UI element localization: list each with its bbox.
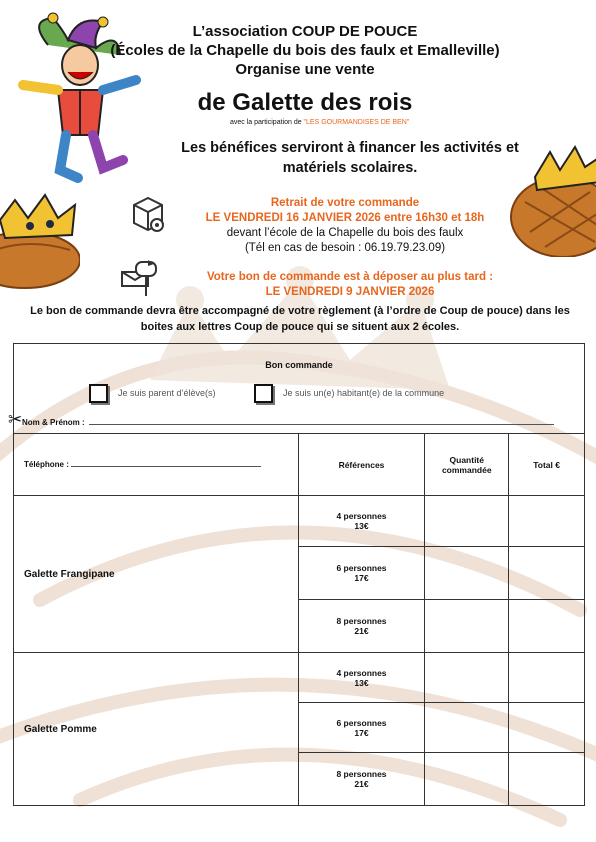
persons: 4 personnes xyxy=(336,511,387,521)
name-line[interactable] xyxy=(89,424,554,425)
total-cell[interactable] xyxy=(509,547,585,600)
option-parent[interactable] xyxy=(89,384,216,403)
scissors-icon: ✂ xyxy=(8,410,23,429)
reference-cell xyxy=(298,653,425,703)
pickup-place: devant l’école de la Chapelle du bois des faulx xyxy=(226,227,464,239)
deadline-block xyxy=(140,270,560,300)
reference-cell xyxy=(298,496,425,547)
sale-line: Organise une vente xyxy=(235,61,375,78)
reference-cell xyxy=(298,753,425,806)
option-habitant-label: Je suis un(e) habitant(e) de la commune xyxy=(283,387,445,398)
schools-line: (Écoles de la Chapelle du bois des faulx et Emalleville) xyxy=(110,42,500,59)
total-cell[interactable] xyxy=(509,600,585,653)
pickup-block xyxy=(180,196,510,256)
form-header-row xyxy=(14,344,585,434)
quantity-cell[interactable] xyxy=(425,653,509,703)
name-field[interactable] xyxy=(22,418,578,427)
phone-line[interactable] xyxy=(71,466,261,467)
total-cell[interactable] xyxy=(509,653,585,703)
total-cell[interactable] xyxy=(509,496,585,547)
quantity-cell[interactable] xyxy=(425,547,509,600)
order-form-table xyxy=(13,343,585,806)
quantity-cell[interactable] xyxy=(425,600,509,653)
partner-line xyxy=(230,119,530,126)
col-total: Total € xyxy=(509,434,585,496)
reference-cell xyxy=(298,600,425,653)
option-habitant[interactable] xyxy=(254,384,444,403)
price: 21€ xyxy=(354,779,369,789)
product-name: Galette Pomme xyxy=(14,653,299,806)
total-cell[interactable] xyxy=(509,753,585,806)
persons: 6 personnes xyxy=(336,563,387,573)
reference-cell xyxy=(298,703,425,753)
quantity-cell[interactable] xyxy=(425,496,509,547)
phone-label: Téléphone : xyxy=(24,460,69,469)
payment-note: Le bon de commande devra être accompagné de votre règlement (à l’ordre de Coup de pouce) dans les boites aux lettres Coup de pouce qui se situent aux 2 écoles. xyxy=(30,305,570,333)
pickup-date: LE VENDREDI 16 JANVIER 2026 entre 16h30 et 18h xyxy=(205,212,485,224)
partner-prefix: avec la participation de xyxy=(230,119,304,126)
persons: 4 personnes xyxy=(336,667,387,678)
price: 13€ xyxy=(354,521,369,531)
phone-field[interactable] xyxy=(14,434,299,496)
package-pin-icon xyxy=(130,195,168,237)
product-name: Galette Frangipane xyxy=(14,496,299,653)
persons: 8 personnes xyxy=(336,769,387,779)
price: 17€ xyxy=(354,573,369,583)
table-row xyxy=(14,496,585,547)
pickup-heading: Retrait de votre commande xyxy=(270,197,420,209)
partner-name: "LES GOURMANDISES DE BEN" xyxy=(303,119,410,126)
option-parent-label: Je suis parent d’élève(s) xyxy=(118,387,216,398)
quantity-cell[interactable] xyxy=(425,753,509,806)
form-title: Bon commande xyxy=(265,360,333,370)
quantity-cell[interactable] xyxy=(425,703,509,753)
parent-checkbox[interactable] xyxy=(89,384,108,403)
price: 13€ xyxy=(354,677,369,688)
galette-crown-left-illustration xyxy=(0,180,80,290)
pickup-phone: (Tél en cas de besoin : 06.19.79.23.09) xyxy=(244,242,446,254)
page-title: de Galette des rois xyxy=(197,89,413,116)
table-row xyxy=(14,653,585,703)
price: 21€ xyxy=(354,626,369,636)
deadline-heading: Votre bon de commande est à déposer au plus tard : xyxy=(206,271,494,283)
col-references: Références xyxy=(298,434,425,496)
name-label: Nom & Prénom : xyxy=(22,418,85,427)
col-quantity: Quantité commandée xyxy=(425,434,509,496)
deadline-date: LE VENDREDI 9 JANVIER 2026 xyxy=(265,286,435,298)
association-name: L’association COUP DE POUCE xyxy=(192,23,418,40)
persons: 6 personnes xyxy=(336,717,387,728)
habitant-checkbox[interactable] xyxy=(254,384,273,403)
reference-cell xyxy=(298,547,425,600)
total-cell[interactable] xyxy=(509,703,585,753)
persons: 8 personnes xyxy=(336,616,387,626)
price: 17€ xyxy=(354,727,369,738)
benefits-text: Les bénéfices serviront à financer les activités et matériels scolaires. xyxy=(181,140,519,176)
column-header-row xyxy=(14,434,585,496)
